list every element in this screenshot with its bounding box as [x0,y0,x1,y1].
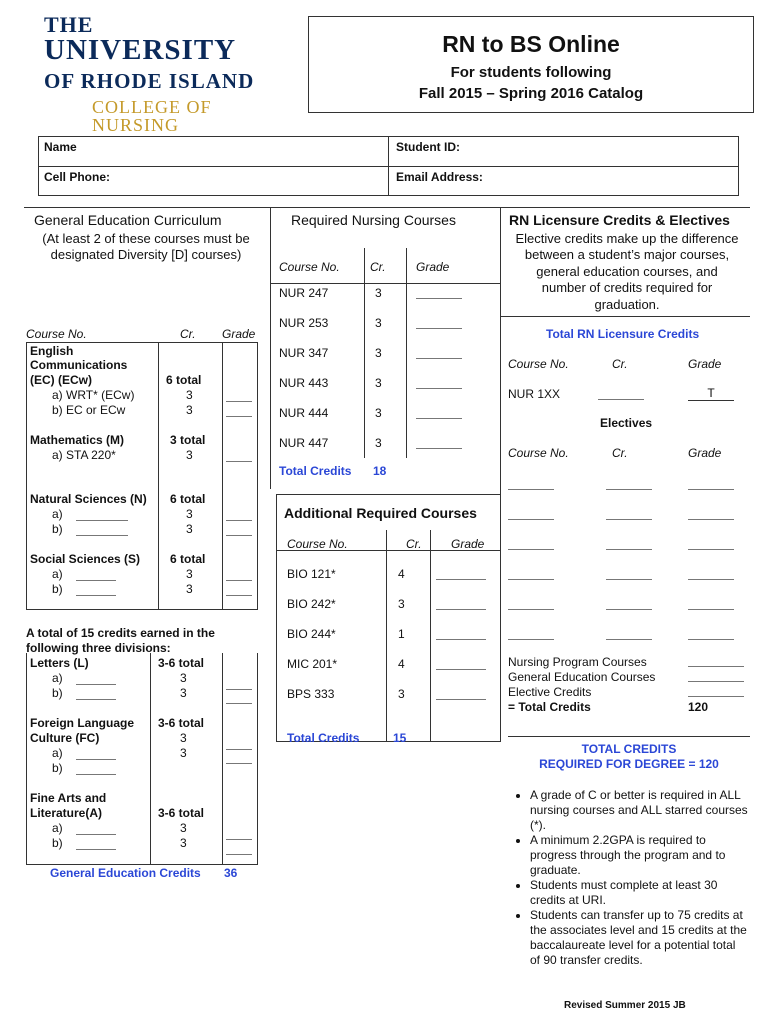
grade-blank[interactable] [416,349,462,359]
additional-row-cr: 4 [398,567,405,581]
summary-gen-ed: General Education Courses [508,670,656,684]
nursing-row-cr: 3 [375,346,382,360]
soc-b: b) [52,582,63,596]
grade-blank[interactable] [226,694,252,704]
summary-blank[interactable] [688,687,744,697]
electives-col-cr: Cr. [612,446,628,460]
licensure-col-course: Course No. [508,357,569,371]
grade-blank[interactable] [436,660,486,670]
fine-arts-label-1: Fine Arts and [30,791,107,805]
course-blank[interactable] [76,825,116,835]
nursing-row-cr: 3 [375,406,382,420]
logo-line-rhode-island: OF RHODE ISLAND [44,69,255,93]
nursing-row-cr: 3 [375,286,382,300]
summary-blank[interactable] [688,657,744,667]
foreign-language-label-2: Culture (FC) [30,731,100,745]
grade-blank[interactable] [226,407,252,417]
licensure-total-label: Total RN Licensure Credits [546,327,700,341]
english-label-2: Communications [30,358,128,372]
nursing-col-course: Course No. [279,260,340,274]
elective-blank[interactable] [606,540,652,550]
nursing-row-course: NUR 447 [279,436,329,450]
additional-col-grade: Grade [451,537,485,551]
soc-b-cr: 3 [186,582,193,596]
elective-blank[interactable] [606,480,652,490]
lang-a-cr: 3 [180,731,187,745]
summary-total-label: = Total Credits [508,700,591,714]
divisions-label-2: following three divisions: [26,641,171,655]
licensure-col-cr: Cr. [612,357,628,371]
elective-blank[interactable] [508,480,554,490]
grade-blank[interactable] [226,754,252,764]
grade-blank[interactable] [226,511,252,521]
nat-b: b) [52,522,63,536]
nursing-row-course: NUR 253 [279,316,329,330]
english-b-cr: 3 [186,403,193,417]
elective-blank[interactable] [688,600,734,610]
additional-row-cr: 4 [398,657,405,671]
note-item: • A grade of C or better is required in ALL nursing courses and ALL starred courses (*). [530,788,748,833]
summary-blank[interactable] [688,672,744,682]
grade-blank[interactable] [226,452,252,462]
logo-line-college: COLLEGE OF [92,97,212,117]
note-item: • Students must complete at least 30 credits at URI. [530,878,748,908]
page-subtitle-2: Fall 2015 – Spring 2016 Catalog [418,85,644,102]
course-blank[interactable] [76,690,116,700]
grade-blank[interactable] [226,830,252,840]
requirements-notes [508,788,748,968]
summary-total-value: 120 [688,700,709,714]
letters-label: Letters (L) [30,656,89,670]
additional-row-course: BPS 333 [287,687,335,701]
licensure-desc-3: general education courses, and [536,264,718,279]
course-blank[interactable] [76,526,128,536]
math-total: 3 total [170,433,206,447]
soc-a: a) [52,567,63,581]
grade-blank[interactable] [226,845,252,855]
english-a: a) WRT* (ECw) [52,388,135,402]
letters-b: b) [52,686,63,700]
nursing-total-value: 18 [373,464,387,478]
electives-label: Electives [600,416,653,430]
math-a-cr: 3 [186,448,193,462]
arts-a-cr: 3 [180,821,187,835]
additional-row-course: MIC 201* [287,657,338,671]
nursing-total-label: Total Credits [279,464,352,478]
elective-blank[interactable] [508,630,554,640]
natural-sciences-total: 6 total [170,492,206,506]
grade-blank[interactable] [436,630,486,640]
nursing-col-cr: Cr. [370,260,386,274]
elective-blank[interactable] [606,510,652,520]
nursing-row-course: NUR 347 [279,346,329,360]
nur-1xx-course: NUR 1XX [508,387,561,401]
elective-blank[interactable] [508,540,554,550]
gen-ed-credits-label: General Education Credits [50,866,201,880]
additional-section [276,494,500,742]
grand-total-1: TOTAL CREDITS [581,742,677,756]
grade-blank[interactable] [416,289,462,299]
logo-line-the: THE [44,12,94,37]
nursing-row-cr: 3 [375,376,382,390]
licensure-desc-5: graduation. [594,297,660,312]
elective-blank[interactable] [688,630,734,640]
additional-col-course: Course No. [287,537,348,551]
social-sciences-total: 6 total [170,552,206,566]
math-a: a) STA 220* [52,448,116,462]
gen-ed-col-cr: Cr. [180,327,196,341]
additional-row-cr: 1 [398,627,405,641]
additional-title: Additional Required Courses [284,505,477,521]
revision-footer: Revised Summer 2015 JB [564,1000,686,1011]
additional-total-label: Total Credits [287,731,360,745]
licensure-desc-1: Elective credits make up the difference [515,231,739,246]
summary-nursing: Nursing Program Courses [508,655,647,669]
nursing-row-course: NUR 443 [279,376,329,390]
licensure-col-grade: Grade [688,357,722,371]
grade-blank[interactable] [436,600,486,610]
divisions-label-1: A total of 15 credits earned in the [26,626,215,640]
additional-col-cr: Cr. [406,537,422,551]
nursing-row-cr: 3 [375,436,382,450]
gen-ed-col-grade: Grade [222,327,256,341]
elective-blank[interactable] [508,570,554,580]
letters-b-cr: 3 [180,686,187,700]
lang-a: a) [52,746,63,760]
nursing-title: Required Nursing Courses [291,212,456,228]
nursing-col-grade: Grade [416,260,450,274]
additional-row-course: BIO 242* [287,597,336,611]
grade-blank[interactable] [416,439,462,449]
grade-blank[interactable] [436,690,486,700]
grand-total-2: REQUIRED FOR DEGREE = 120 [539,757,719,771]
grade-blank[interactable] [226,740,252,750]
lang-b-cr: 3 [180,746,187,760]
page-title: RN to BS Online [442,31,620,57]
nat-a-cr: 3 [186,507,193,521]
letters-a: a) [52,671,63,685]
cell-phone-field[interactable]: Cell Phone: [44,170,111,184]
additional-row-course: BIO 244* [287,627,336,641]
gen-ed-credits-value: 36 [224,866,238,880]
grade-blank[interactable] [416,379,462,389]
grade-blank[interactable] [226,680,252,690]
grade-blank[interactable] [226,526,252,536]
nur-1xx-grade: T [688,387,734,401]
english-b: b) EC or ECw [52,403,126,417]
electives-col-grade: Grade [688,446,722,460]
grade-blank[interactable] [226,571,252,581]
english-label-3: (EC) (ECw) [30,373,92,387]
letters-total: 3-6 total [158,656,205,670]
header-box [308,16,754,113]
elective-blank[interactable] [688,540,734,550]
logo-line-university: UNIVERSITY [44,34,237,66]
english-label-1: English [30,344,74,358]
fine-arts-label-2: Literature(A) [30,806,103,820]
page-subtitle-1: For students following [450,64,612,81]
arts-a: a) [52,821,63,835]
gen-ed-subtitle: (At least 2 of these courses must be designated Diversity [D] courses) [42,231,250,262]
grade-blank[interactable] [226,392,252,402]
course-blank[interactable] [76,750,116,760]
elective-blank[interactable] [688,510,734,520]
licensure-desc-4: number of credits required for [541,280,713,295]
foreign-language-total: 3-6 total [158,716,205,730]
grade-blank[interactable] [416,319,462,329]
grade-blank[interactable] [436,570,486,580]
grade-blank[interactable] [226,586,252,596]
course-blank[interactable] [76,675,116,685]
elective-blank[interactable] [508,600,554,610]
elective-blank[interactable] [688,570,734,580]
note-item: • A minimum 2.2GPA is required to progress through the program and to graduate. [530,833,748,878]
name-field[interactable]: Name [44,140,77,154]
student-id-field[interactable]: Student ID: [396,140,460,154]
licensure-title: RN Licensure Credits & Electives [509,212,730,228]
elective-blank[interactable] [688,480,734,490]
course-blank[interactable] [76,840,116,850]
nursing-row-cr: 3 [375,316,382,330]
elective-blank[interactable] [508,510,554,520]
summary-electives: Elective Credits [508,685,592,699]
soc-a-cr: 3 [186,567,193,581]
nursing-row-course: NUR 247 [279,286,329,300]
additional-row-course: BIO 121* [287,567,336,581]
email-field[interactable]: Email Address: [396,170,483,184]
additional-row-cr: 3 [398,597,405,611]
letters-a-cr: 3 [180,671,187,685]
elective-blank[interactable] [606,600,652,610]
course-blank[interactable] [76,511,128,521]
gen-ed-col-course: Course No. [26,327,87,341]
math-label: Mathematics (M) [30,433,125,447]
grade-blank[interactable] [416,409,462,419]
english-total: 6 total [166,373,202,387]
nat-b-cr: 3 [186,522,193,536]
arts-b-cr: 3 [180,836,187,850]
foreign-language-label-1: Foreign Language [30,716,135,730]
electives-col-course: Course No. [508,446,569,460]
fine-arts-total: 3-6 total [158,806,205,820]
arts-b: b) [52,836,63,850]
elective-blank[interactable] [606,630,652,640]
course-blank[interactable] [76,765,116,775]
course-blank[interactable] [76,571,116,581]
natural-sciences-label: Natural Sciences (N) [30,492,147,506]
nur-1xx-cr-blank[interactable] [598,390,644,400]
english-a-cr: 3 [186,388,193,402]
gen-ed-title: General Education Curriculum [34,212,222,228]
course-blank[interactable] [76,586,116,596]
nat-a: a) [52,507,63,521]
additional-row-cr: 3 [398,687,405,701]
elective-blank[interactable] [606,570,652,580]
licensure-desc-2: between a student’s major courses, [524,247,730,262]
logo-line-nursing: NURSING [92,115,180,135]
nursing-row-course: NUR 444 [279,406,329,420]
lang-b: b) [52,761,63,775]
note-item: • Students can transfer up to 75 credits at the associates level and 15 credits at the baccalaureate level for a potential total of 90 transfer credits. [530,908,748,968]
additional-total-value: 15 [393,731,407,745]
social-sciences-label: Social Sciences (S) [30,552,141,566]
